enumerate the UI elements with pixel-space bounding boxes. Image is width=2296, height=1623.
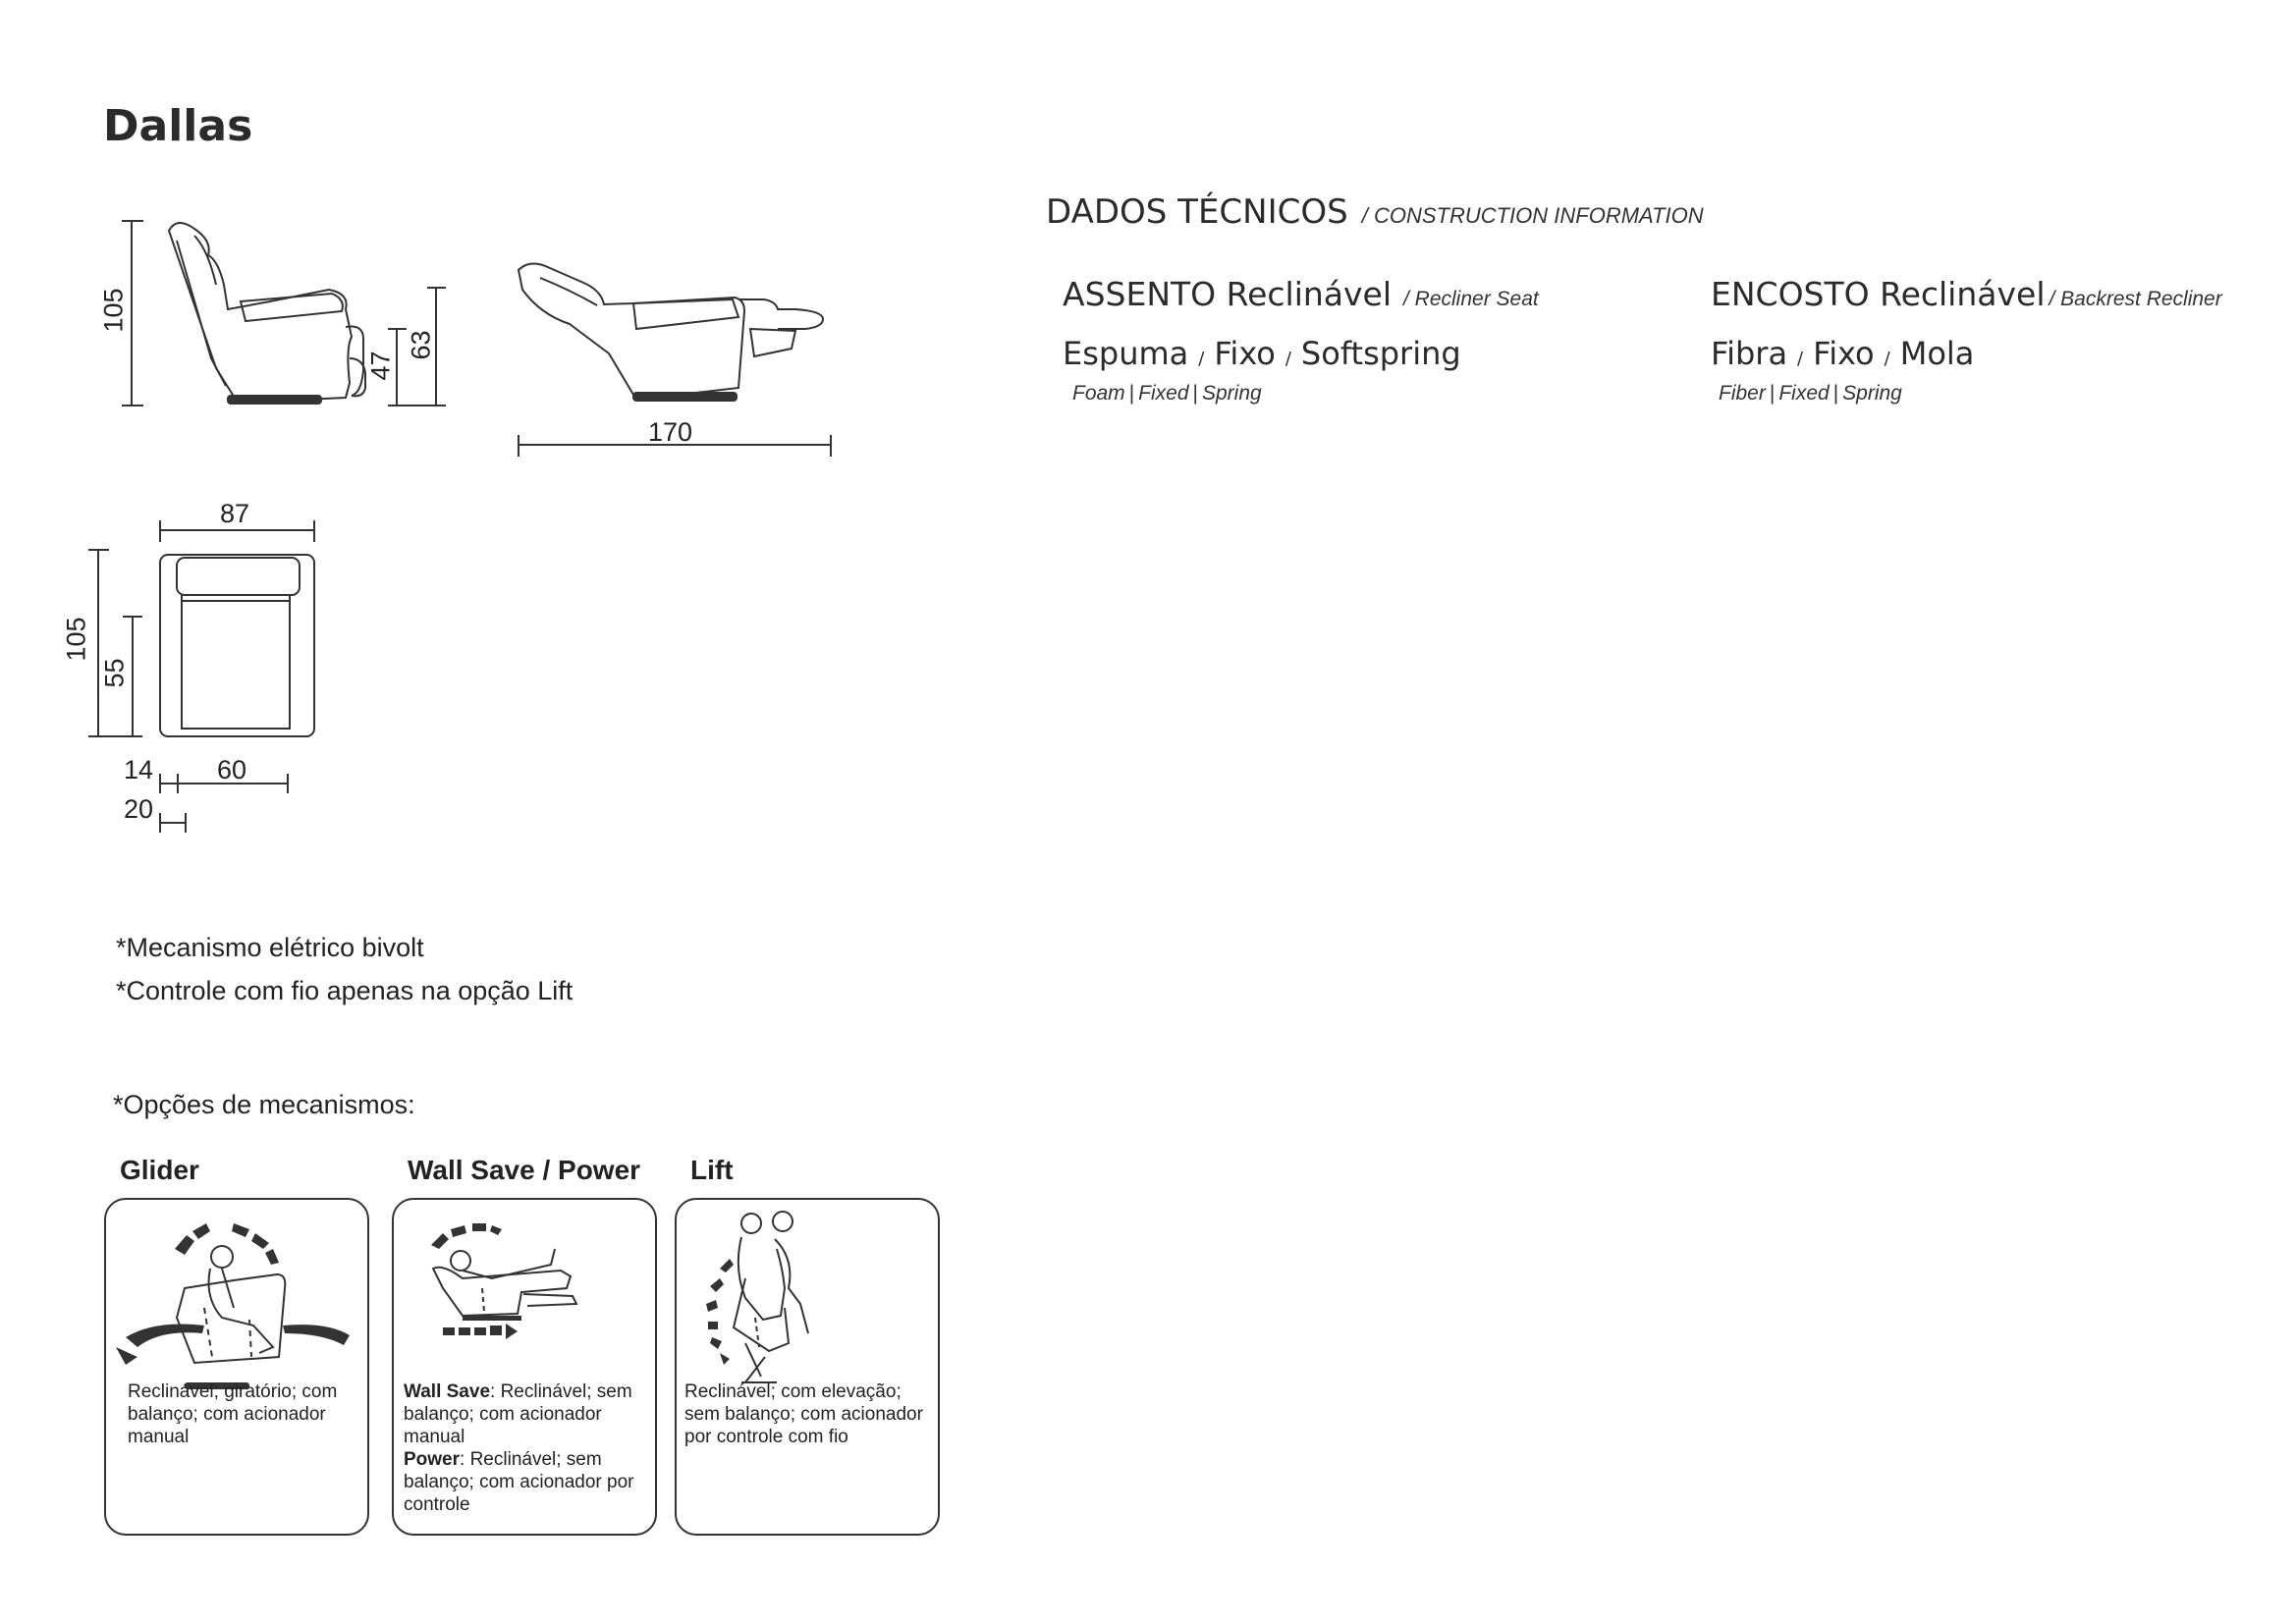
seat-option-en: Foam xyxy=(1072,382,1125,405)
wallsave-title: Wall Save / Power xyxy=(408,1155,641,1185)
mechanisms-heading: *Opções de mecanismos: xyxy=(113,1090,415,1119)
tech-heading xyxy=(1046,192,1704,232)
dim-offset: 20 xyxy=(124,794,154,824)
wallsave-description xyxy=(404,1380,644,1516)
seat-option-en: Fixed xyxy=(1138,382,1189,405)
back-option: Fixo xyxy=(1813,335,1875,372)
back-option-en: Fiber xyxy=(1719,382,1766,405)
back-title: ENCOSTO Reclinável xyxy=(1711,275,2046,313)
side-view-drawing xyxy=(118,211,471,417)
dim-arm-height: 47 xyxy=(365,351,396,381)
seat-spec xyxy=(1063,275,1539,406)
back-options: Fibra / Fixo / Mola xyxy=(1711,335,1975,372)
power-text: : Reclinável; sem balanço; com acionador por controle xyxy=(404,1449,634,1515)
dim-side-height: 105 xyxy=(98,288,129,333)
wallsave-label: Wall Save xyxy=(404,1381,491,1402)
lift-title: Lift xyxy=(690,1155,734,1185)
dim-seat-height: 63 xyxy=(406,330,436,360)
power-label: Power xyxy=(404,1449,461,1470)
back-option: Mola xyxy=(1899,335,1975,372)
back-option-en: Fixed xyxy=(1778,382,1830,405)
back-spec xyxy=(1711,275,2222,406)
wallsave-text: : Reclinável; sem balanço; com acionador manual xyxy=(404,1381,632,1447)
dim-top-width: 87 xyxy=(220,499,250,528)
seat-title-en: / Recliner Seat xyxy=(1403,288,1539,310)
seat-option: Softspring xyxy=(1300,335,1461,372)
glider-illustration xyxy=(116,1210,357,1396)
dim-arm-width: 14 xyxy=(124,755,154,784)
note-bivolt: *Mecanismo elétrico bivolt xyxy=(116,933,424,962)
lift-description: Reclinável; com elevação; sem balanço; com acionador por controle com fio xyxy=(684,1381,923,1447)
glider-title: Glider xyxy=(120,1155,199,1185)
glider-description: Reclinável; giratório; com balanço; com acionador manual xyxy=(128,1381,338,1447)
dim-reclined-length: 170 xyxy=(648,417,693,447)
back-option-en: Spring xyxy=(1842,382,1902,405)
wallsave-card xyxy=(392,1198,657,1536)
seat-option: Fixo xyxy=(1214,335,1276,372)
lift-card xyxy=(675,1198,940,1536)
seat-options: Espuma / Fixo / Softspring xyxy=(1063,335,1461,372)
product-title: Dallas xyxy=(103,101,253,151)
back-title-en: / Backrest Recliner xyxy=(2049,288,2222,310)
tech-heading-pt: DADOS TÉCNICOS xyxy=(1046,192,1348,232)
seat-option-en: Spring xyxy=(1201,382,1262,405)
glider-card xyxy=(104,1198,369,1536)
dim-seat-width: 60 xyxy=(217,755,247,784)
back-options-en: Fiber | Fixed | Spring xyxy=(1719,382,1902,405)
seat-options-en: Foam | Fixed | Spring xyxy=(1072,382,1262,405)
wallsave-illustration xyxy=(404,1210,645,1357)
tech-heading-en: / CONSTRUCTION INFORMATION xyxy=(1361,203,1704,228)
seat-option: Espuma xyxy=(1063,335,1189,372)
note-lift-control: *Controle com fio apenas na opção Lift xyxy=(116,976,574,1005)
seat-title: ASSENTO Reclinável xyxy=(1063,275,1392,313)
dim-top-depth: 105 xyxy=(61,617,91,662)
lift-illustration xyxy=(686,1210,928,1396)
back-option: Fibra xyxy=(1711,335,1788,372)
dim-seat-depth: 55 xyxy=(99,658,130,688)
